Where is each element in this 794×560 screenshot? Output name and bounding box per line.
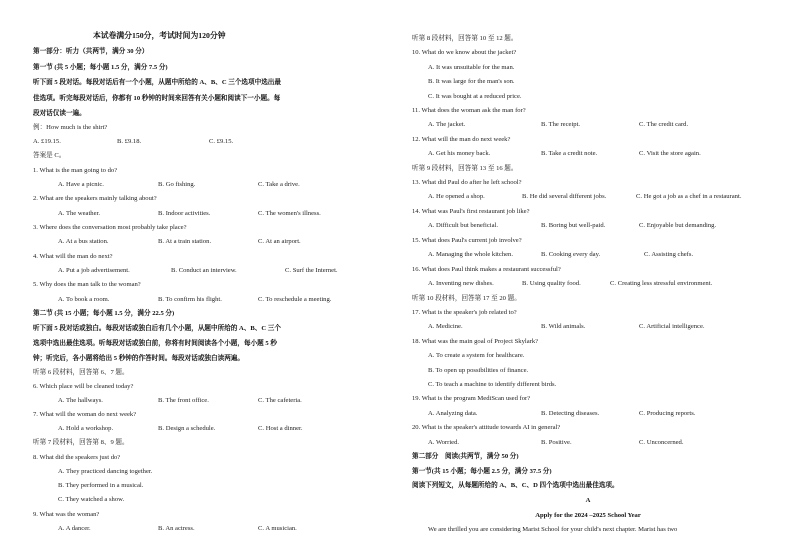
question-20: 20. What is the speaker's attitude towards AI in general? [412,424,561,431]
q2-option-b: B. Indoor activities. [158,210,211,217]
q18-option-a: A. To create a system for healthcare. [428,352,525,359]
reading-section1-heading: 第一节(共 15 小题；每小题 2.5 分，满分 37.5 分) [412,468,552,475]
q5-option-a: A. To book a room. [58,296,110,303]
question-9: 9. What was the woman? [33,511,100,518]
exam-header: 本试卷满分150分，考试时间为120分钟 [93,31,226,40]
q20-option-a: A. Worried. [428,439,460,446]
section1-instructions-1: 听下面 5 段对话。每段对话后有一个小题，从题中所给的 A、B、C 三个选项中选出最 [33,79,281,86]
question-15: 15. What does Paul's current job involve? [412,237,522,244]
q10-option-c: C. It was bought at a reduced price. [428,93,522,100]
section2-instructions-2: 选项中选出最佳选项。听每段对话或独白前，你将有时间阅读各个小题，每小题 5 秒 [33,340,277,347]
material-6-heading: 听第 6 段材料，回答第 6、7 题。 [33,369,129,376]
q16-option-c: C. Creating less stressful environment. [610,280,713,287]
q11-option-b: B. The receipt. [541,121,581,128]
q17-option-b: B. Wild animals. [541,323,586,330]
question-17: 17. What is the speaker's job related to? [412,309,517,316]
q14-option-a: A. Difficult but beneficial. [428,222,499,229]
question-6: 6. Which place will be cleaned today? [33,383,134,390]
q8-option-a: A. They practiced dancing together. [58,468,153,475]
section1-instructions-3: 段对话仅读一遍。 [33,110,86,117]
q10-option-b: B. It was large for the man's son. [428,78,515,85]
q18-option-b: B. To open up possibilities of finance. [428,367,529,374]
question-8: 8. What did the speakers just do? [33,454,121,461]
q6-option-a: A. The hallways. [58,397,103,404]
part1-heading: 第一部分：听力（共两节，满分 30 分） [33,48,149,55]
section1-heading: 第一节 (共 5 小题；每小题 1.5 分，满分 7.5 分) [33,64,168,71]
q19-option-a: A. Analyzing data. [428,410,478,417]
example-option-c: C. £9.15. [209,138,234,145]
question-12: 12. What will the man do next week? [412,136,511,143]
q14-option-b: B. Boring but well-paid. [541,222,606,229]
q15-option-c: C. Assisting chefs. [644,251,694,258]
q19-option-c: C. Producing reports. [639,410,696,417]
q9-option-a: A. A dancer. [58,525,91,532]
material-7-heading: 听第 7 段材料，回答第 8、9 题。 [33,439,129,446]
q13-option-c: C. He got a job as a chef in a restaurant. [636,193,742,200]
q20-option-b: B. Positive. [541,439,572,446]
q3-option-c: C. At an airport. [258,238,301,245]
part2-heading: 第二部分 阅读(共两节，满分 50 分) [412,453,519,460]
question-4: 4. What will the man do next? [33,253,113,260]
q16-option-a: A. Inventing new dishes. [428,280,494,287]
section2-heading: 第二节 (共 15 小题；每小题 1.5 分，满分 22.5 分) [33,310,175,317]
q13-option-b: B. He did several different jobs. [522,193,607,200]
q1-option-a: A. Have a picnic. [58,181,104,188]
q4-option-c: C. Surf the Internet. [285,267,338,274]
q7-option-a: A. Hold a workshop. [58,425,114,432]
passage-letter: A [585,497,591,504]
question-3: 3. Where does the conversation most probably take place? [33,224,187,231]
q7-option-b: B. Design a schedule. [158,425,216,432]
q8-option-c: C. They watched a show. [58,496,125,503]
q11-option-c: C. The credit card. [639,121,689,128]
q16-option-b: B. Using quality food. [522,280,581,287]
question-11: 11. What does the woman ask the man for? [412,107,526,114]
question-5: 5. Why does the man talk to the woman? [33,281,141,288]
q4-option-a: A. Put a job advertisement. [58,267,130,274]
question-16: 16. What does Paul think makes a restaurant successful? [412,266,561,273]
passage-first-line: We are thrilled you are considering Marist School for your child's next chapter. Marist has two [428,526,678,533]
section2-instructions-3: 钟；听完后，各小题将给出 5 秒钟的作答时间。每段对话或独白读两遍。 [33,355,244,362]
question-18: 18. What was the main goal of Project Skylark? [412,338,539,345]
q5-option-b: B. To confirm his flight. [158,296,222,303]
q1-option-b: B. Go fishing. [158,181,196,188]
q19-option-b: B. Detecting diseases. [541,410,600,417]
material-10-heading: 听第 10 段材料，回答第 17 至 20 题。 [412,295,521,302]
question-14: 14. What was Paul's first restaurant job like? [412,208,530,215]
q11-option-a: A. The jacket. [428,121,466,128]
example-answer: 答案是 C。 [33,152,66,159]
q3-option-a: A. At a bus station. [58,238,109,245]
question-10: 10. What do we know about the jacket? [412,49,517,56]
q3-option-b: B. At a train station. [158,238,212,245]
q6-option-b: B. The front office. [158,397,209,404]
question-13: 13. What did Paul do after he left school? [412,179,522,186]
q12-option-c: C. Visit the store again. [639,150,701,157]
example-option-a: A. £19.15. [33,138,61,145]
example-option-b: B. £9.18. [117,138,142,145]
q8-option-b: B. They performed in a musical. [58,482,144,489]
q5-option-c: C. To reschedule a meeting. [258,296,332,303]
question-1: 1. What is the man going to do? [33,167,118,174]
material-8-heading: 听第 8 段材料，回答第 10 至 12 题。 [412,35,518,42]
q12-option-a: A. Get his money back. [428,150,491,157]
q12-option-b: B. Take a credit note. [541,150,598,157]
q14-option-c: C. Enjoyable but demanding. [639,222,717,229]
q9-option-c: C. A musician. [258,525,297,532]
q6-option-c: C. The cafeteria. [258,397,302,404]
q18-option-c: C. To teach a machine to identify different birds. [428,381,557,388]
example-question: 例：How much is the shirt? [33,124,108,131]
section1-instructions-2: 佳选项。听完每段对话后，你都有 10 秒钟的时间来回答有关小题和阅读下一小题。每 [33,95,281,102]
q9-option-b: B. An actress. [158,525,195,532]
q20-option-c: C. Unconcerned. [639,439,684,446]
q2-option-c: C. The women's illness. [258,210,321,217]
q17-option-a: A. Medicine. [428,323,463,330]
section2-instructions-1: 听下面 5 段对话或独白。每段对话或独白后有几个小题，从题中所给的 A、B、C 三个 [33,325,281,332]
passage-title: Apply for the 2024 –2025 School Year [535,512,641,519]
q7-option-c: C. Host a dinner. [258,425,303,432]
q10-option-a: A. It was unsuitable for the man. [428,64,515,71]
material-9-heading: 听第 9 段材料，回答第 13 至 16 题。 [412,165,518,172]
q2-option-a: A. The weather. [58,210,100,217]
question-19: 19. What is the program MediScan used for? [412,395,531,402]
q4-option-b: B. Conduct an interview. [171,267,237,274]
q13-option-a: A. He opened a shop. [428,193,485,200]
reading-instructions: 阅读下列短文，从每题所给的 A、B、C、D 四个选项中选出最佳选项。 [412,482,619,489]
q15-option-a: A. Managing the whole kitchen. [428,251,513,258]
question-2: 2. What are the speakers mainly talking about? [33,195,157,202]
q1-option-c: C. Take a drive. [258,181,300,188]
q15-option-b: B. Cooking every day. [541,251,601,258]
q17-option-c: C. Artificial intelligence. [639,323,705,330]
question-7: 7. What will the woman do next week? [33,411,137,418]
